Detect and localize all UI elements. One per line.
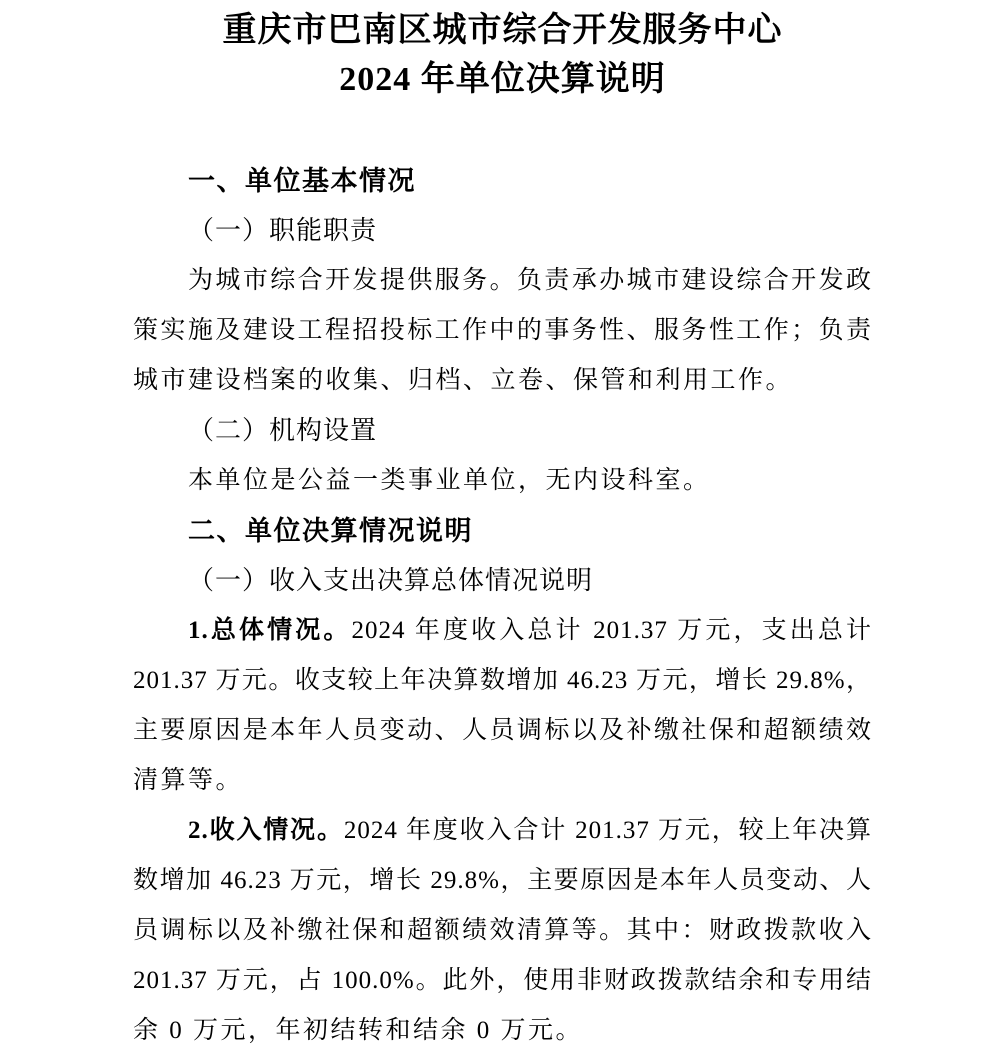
- paragraph-lead-label: 1.总体情况。: [188, 617, 352, 644]
- paragraph-line: [133, 606, 872, 656]
- paragraph-text: 2024 年度收入总计 201.37 万元，支出总计: [351, 617, 872, 644]
- paragraph-line: [133, 306, 872, 356]
- paragraph-text: 为城市综合开发提供服务。负责承办城市建设综合开发政: [188, 267, 872, 294]
- heading-sub: （一）职能职责: [188, 216, 378, 245]
- paragraph-text: 2024 年度收入合计 201.37 万元，较上年决算: [343, 817, 872, 844]
- paragraph-line: [133, 356, 872, 406]
- doc-body: [133, 156, 872, 1052]
- paragraph-line: [133, 456, 872, 506]
- paragraph-text: 本单位是公益一类事业单位，无内设科室。: [188, 467, 711, 494]
- paragraph-text: 201.37 万元。收支较上年决算数增加 46.23 万元，增长 29.8%，: [133, 667, 872, 694]
- heading-major: 二、单位决算情况说明: [188, 516, 473, 546]
- paragraph-line: [133, 856, 872, 906]
- paragraph-line: [133, 906, 872, 956]
- paragraph-line: [133, 706, 872, 756]
- document-title-line-1: 重庆市巴南区城市综合开发服务中心: [222, 12, 783, 49]
- paragraph-line: [133, 1006, 872, 1052]
- document-title-line-2: 2024 年单位决算说明: [339, 61, 666, 98]
- paragraph-line: [133, 956, 872, 1006]
- paragraph-text: 城市建设档案的收集、归档、立卷、保管和利用工作。: [133, 367, 794, 394]
- paragraph-text: 清算等。: [133, 767, 244, 794]
- paragraph-text: 员调标以及补缴社保和超额绩效清算等。其中：财政拨款收入: [133, 917, 872, 944]
- paragraph-line: [133, 806, 872, 856]
- heading-sub: （一）收入支出决算总体情况说明: [188, 566, 594, 595]
- paragraph-line: [133, 756, 872, 806]
- heading-sub: （二）机构设置: [188, 416, 378, 445]
- paragraph-line: [133, 256, 872, 306]
- heading-major: 一、单位基本情况: [188, 166, 416, 196]
- paragraph-text: 余 0 万元，年初结转和结余 0 万元。: [133, 1017, 584, 1044]
- paragraph-line: [133, 656, 872, 706]
- title-body-spacer: [133, 104, 872, 156]
- paragraph-text: 策实施及建设工程招投标工作中的事务性、服务性工作；负责: [133, 317, 872, 344]
- document-title: [133, 6, 872, 104]
- paragraph-text: 201.37 万元，占 100.0%。此外，使用非财政拨款结余和专用结: [133, 967, 872, 994]
- paragraph-lead-label: 2.收入情况。: [188, 817, 344, 844]
- paragraph-text: 主要原因是本年人员变动、人员调标以及补缴社保和超额绩效: [133, 717, 872, 744]
- paragraph-text: 数增加 46.23 万元，增长 29.8%，主要原因是本年人员变动、人: [133, 867, 872, 894]
